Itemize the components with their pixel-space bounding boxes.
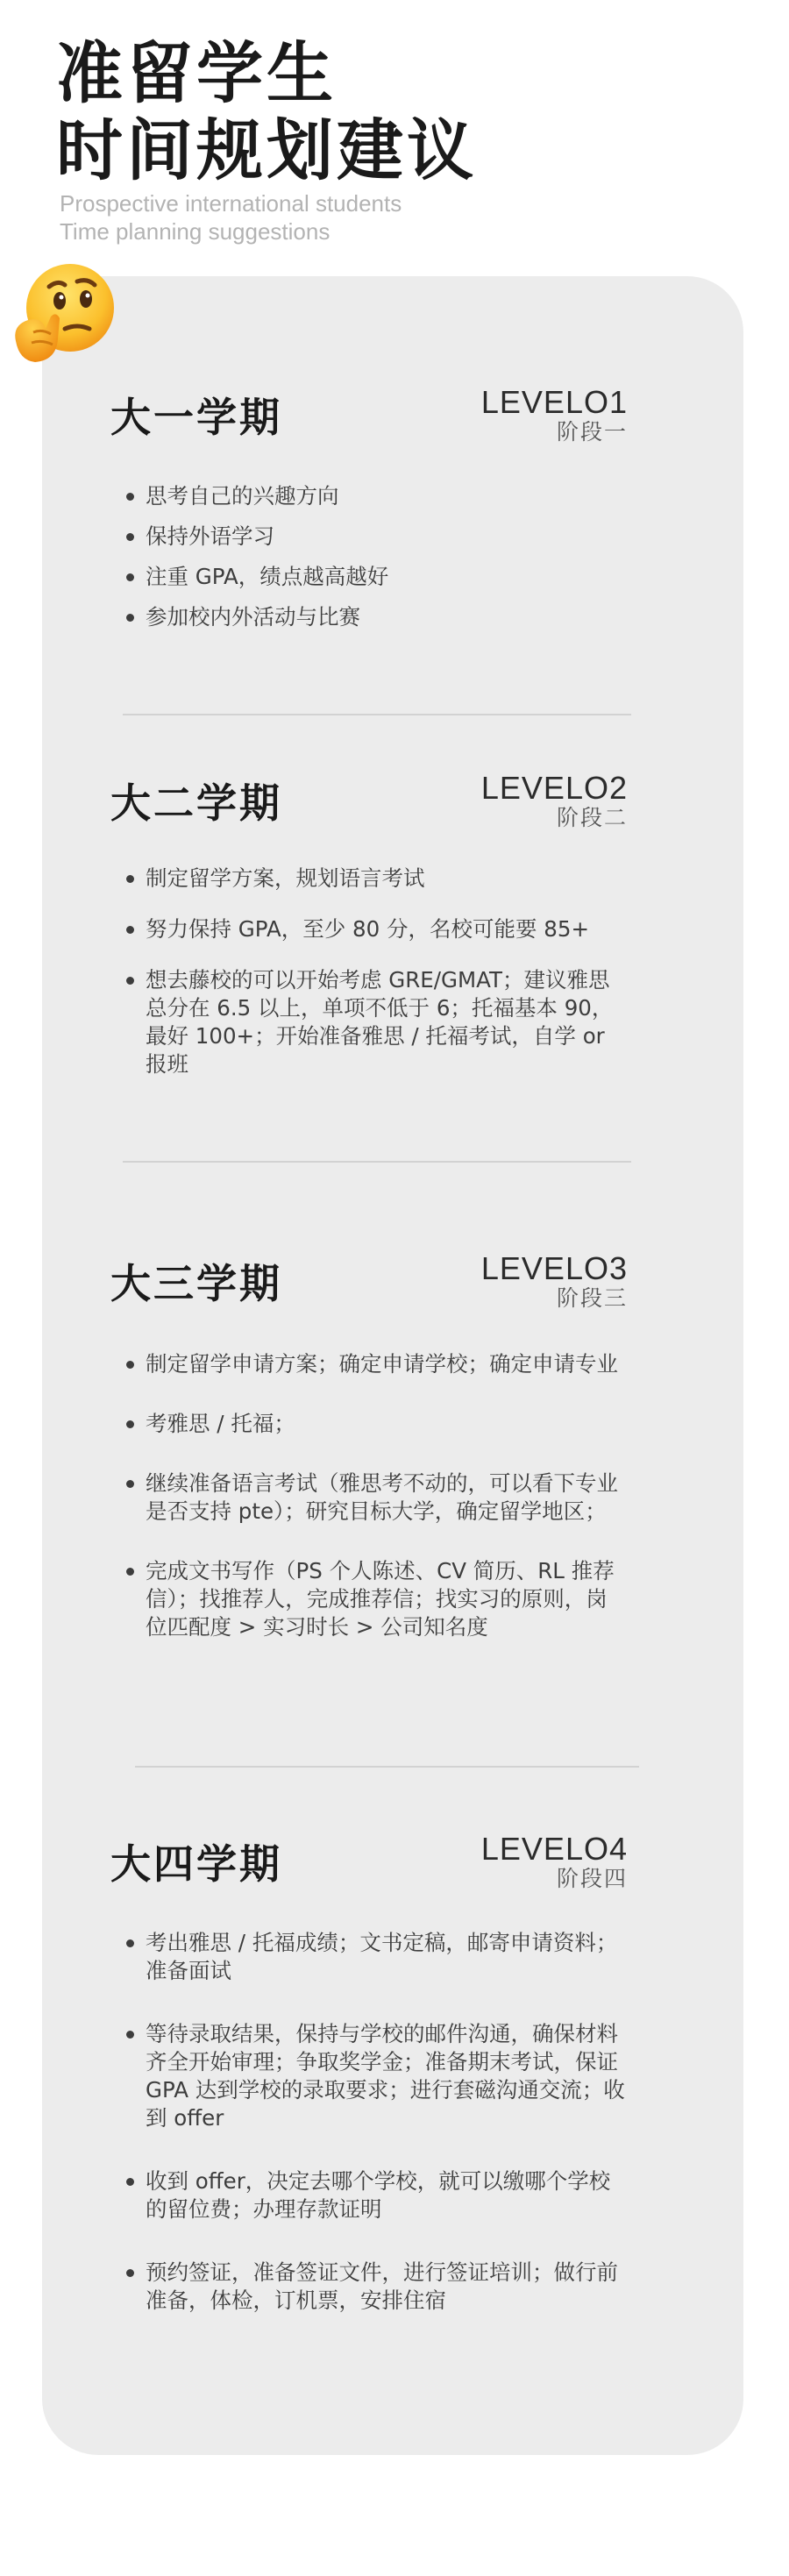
section-year-2 <box>110 772 628 1157</box>
level-badge <box>481 386 628 445</box>
level-badge <box>481 1832 628 1892</box>
thinking-face-icon <box>7 259 123 374</box>
section-year-1 <box>110 386 628 649</box>
level-code: LEVELO2 <box>480 770 628 806</box>
list-item: 保持外语学习 <box>110 523 628 551</box>
level-code: LEVELO1 <box>480 384 628 420</box>
level-name: 阶段一 <box>556 419 628 445</box>
list-item: 继续准备语言考试（雅思考不动的，可以看下专业是否支持 pte）；研究目标大学，确定留学地区； <box>110 1469 628 1526</box>
section-year-4 <box>110 1832 628 2376</box>
list-item: 制定留学申请方案；确定申请学校；确定申请专业 <box>110 1350 628 1378</box>
list-item: 收到 offer，决定去哪个学校，就可以缴哪个学校的留位费；办理存款证明 <box>110 2167 628 2224</box>
page-subtitle <box>60 189 402 246</box>
section-title: 大一学期 <box>110 394 282 441</box>
page-subtitle-line1: Prospective international students <box>60 190 402 217</box>
section-divider <box>123 714 631 715</box>
section-title: 大三学期 <box>110 1260 282 1307</box>
page-title <box>56 35 477 189</box>
section-title: 大二学期 <box>110 779 282 827</box>
list-item: 考雅思 / 托福； <box>110 1410 628 1438</box>
section-year-3 <box>110 1252 628 1743</box>
section-divider <box>135 1766 639 1768</box>
level-badge <box>481 1252 628 1312</box>
level-name: 阶段二 <box>556 805 628 830</box>
section-title: 大四学期 <box>110 1840 282 1888</box>
list-item: 思考自己的兴趣方向 <box>110 482 628 510</box>
list-item: 参加校内外活动与比赛 <box>110 603 628 631</box>
list-item: 等待录取结果，保持与学校的邮件沟通，确保材料齐全开始审理；争取奖学金；准备期末考试，保证 GPA 达到学校的录取要求；进行套磁沟通交流；收到 offer <box>110 2020 628 2132</box>
list-item: 努力保持 GPA，至少 80 分，名校可能要 85+ <box>110 915 628 943</box>
page-subtitle-line2: Time planning suggestions <box>60 218 331 245</box>
level-name: 阶段三 <box>556 1285 628 1311</box>
list-item: 想去藤校的可以开始考虑 GRE/GMAT；建议雅思总分在 6.5 以上，单项不低于 6；托福基本 90，最好 100+；开始准备雅思 / 托福考试，自学 or 报班 <box>110 966 628 1078</box>
level-code: LEVELO3 <box>480 1250 628 1286</box>
page-title-line1: 准留学生 <box>56 34 337 112</box>
level-code: LEVELO4 <box>480 1831 628 1867</box>
list-item: 考出雅思 / 托福成绩；文书定稿，邮寄申请资料；准备面试 <box>110 1929 628 1985</box>
page-title-line2: 时间规划建议 <box>56 111 477 190</box>
item-list <box>110 865 628 1078</box>
item-list <box>110 1350 628 1641</box>
list-item: 预约签证，准备签证文件，进行签证培训；做行前准备，体检，订机票，安排住宿 <box>110 2259 628 2315</box>
list-item: 完成文书写作（PS 个人陈述、CV 简历、RL 推荐信）；找推荐人，完成推荐信；找实习的原则，岗位匹配度 > 实习时长 > 公司知名度 <box>110 1557 628 1641</box>
section-divider <box>123 1161 631 1163</box>
level-name: 阶段四 <box>556 1866 628 1891</box>
item-list <box>110 1929 628 2315</box>
item-list <box>110 482 628 631</box>
list-item: 注重 GPA，绩点越高越好 <box>110 563 628 591</box>
list-item: 制定留学方案，规划语言考试 <box>110 865 628 893</box>
level-badge <box>481 772 628 831</box>
